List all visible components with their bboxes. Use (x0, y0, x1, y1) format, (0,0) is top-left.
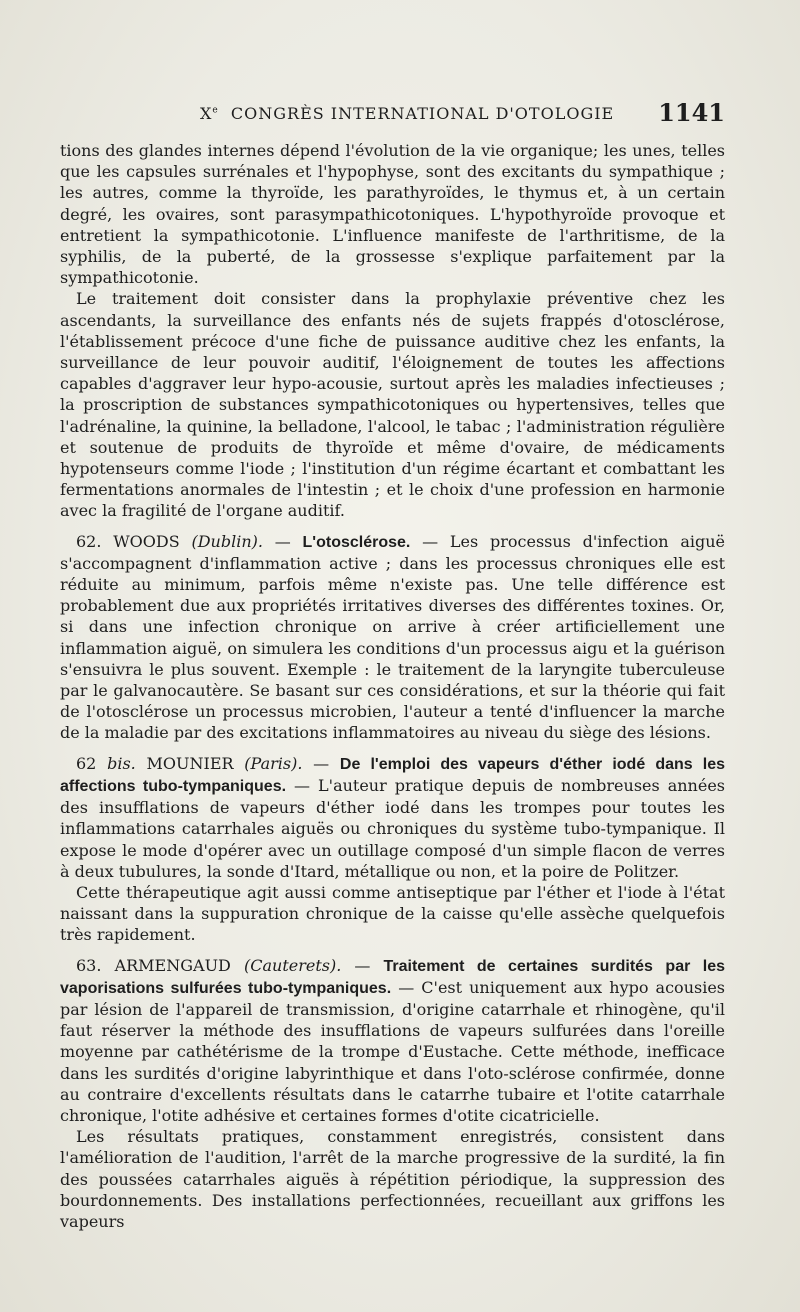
entry-author: WOODS (113, 531, 180, 551)
entry-city: (Paris). (244, 753, 303, 773)
entry-title: De l'emploi des vapeurs d'éther iodé dans les affections tubo-tympaniques. (60, 755, 726, 795)
entry-city: (Cauterets). (243, 955, 342, 975)
entry-title: Traitement de certaines surdités par les vaporisations sulfurées tubo-tympaniques. (60, 957, 726, 997)
entry-number-suffix: bis. (107, 753, 136, 773)
entry-dash: — (302, 753, 340, 773)
entry-dash: — (341, 955, 384, 975)
entry-city: (Dublin). (191, 531, 263, 551)
entry-number: 62 (76, 753, 97, 773)
page-number: 1141 (658, 98, 725, 127)
running-title (200, 104, 614, 123)
entry-text: — C'est uniquement aux hypo acousies par lésion de l'appareil de transmission, d'origine catarrhale et rhinogène, qu'il faut réserver la méthode des insufflations de vapeurs sulfurées dans l'oreille moyenne par cathétérisme de la trompe d'Eustache. Cette méthode, inefficace dans les surdités d'origine labyrinthique et dans l'oto-sclérose confirmée, donne au contraire d'excellents résultats dans le catarrhe tubaire et l'otite catarrhale chronique, l'otite adhésive et certaines formes d'otite cicatricielle. (60, 977, 725, 1125)
treatment-paragraph: Le traitement doit consister dans la prophylaxie préventive chez les ascendants, la surveillance des enfants nés de sujets frappés d'otosclérose, l'établissement précoce d'une fiche de puissance auditive chez les enfants, la surveillance de leur pouvoir auditif, l'éloignement de toutes les affections capables d'aggraver leur hypo-acousie, surtout après les maladies infectieuses ; la proscription de substances sympathicotoniques ou hypertensives, telles que l'adrénaline, la quinine, la belladone, l'alcool, le tabac ; l'administration régulière et soutenue de produits de thyroïde et même d'ovaire, de médicaments hypotenseurs comme l'iode ; l'institution d'un régime écartant et combattant les fermentations anormales de l'intestin ; et le choix d'une profession en harmonie avec la fragilité de l'organe auditif. (60, 289, 725, 521)
entry-paragraph: Les résultats pratiques, constamment enregistrés, consistent dans l'amélioration de l'audition, l'arrêt de la marche progressive de la surdité, la fin des poussées catarrhales aiguës à répétition périodique, la suppression des bourdonnements. Des installations perfectionnées, recueillant aux griffons les vapeurs (60, 1127, 725, 1231)
entry-paragraph: Cette thérapeutique agit aussi comme antiseptique par l'éther et l'iode à l'état naissant dans la suppuration chronique de la caisse qu'elle assèche quelquefois très rapidement. (60, 882, 725, 945)
congress-title: CONGRÈS INTERNATIONAL D'OTOLOGIE (230, 104, 615, 123)
entry-author: ARMENGAUD (114, 955, 231, 975)
entry-author: MOUNIER (146, 753, 234, 773)
entry-62bis-mounier (60, 753, 725, 882)
entry-number: 63. (76, 955, 102, 975)
continuation-paragraph: tions des glandes internes dépend l'évolution de la vie organique; les unes, telles que les capsules surrénales et l'hypophyse, sont des excitants du sympathique ; les autres, comme la thyroïde, les parathyroïdes, le thymus et, à un certain degré, les ovaires, sont parasympathicotoniques. L'hypothyroïde provoque et entretient la sympathicotonie. L'influence manifeste de l'arthritisme, de la syphilis, de la puberté, de la grossesse s'explique parfaitement par la sympathicotonie. (60, 141, 725, 288)
entry-title: L'otosclérose. (302, 533, 411, 551)
body-text (60, 140, 725, 1232)
entry-62-woods (60, 531, 725, 744)
entry-text: — L'auteur pratique depuis de nombreuses années des insufflations de vapeurs d'éther iodé dans les trompes pour toutes les inflammations catarrhales aiguës ou chroniques du système tubo-tympanique. Il expose le mode d'opérer avec un outillage composé d'un simple flacon de verres à deux tubulures, la sonde d'Itard, métallique ou non, et la poire de Politzer. (60, 775, 726, 881)
congress-ordinal: X (200, 104, 213, 123)
ordinal-superscript: e (212, 105, 219, 116)
entry-text: — Les processus d'infection aiguë s'accompagnent d'inflammation active ; dans les processus chroniques elle est réduite au minimum, parfois même n'existe pas. Une telle différence est probablement due aux propriétés irritatives diverses des différentes toxines. Or, si dans une infection chronique on arrive à créer artificiellement une inflammation aiguë, on simulera les conditions d'un processus aigu et la guérison s'ensuivra le plus souvent. Exemple : le traitement de la laryngite tuberculeuse par le galvanocautère. Se basant sur ces considérations, et sur la théorie qui fait de l'otosclérose un processus microbien, l'auteur a tenté d'influencer la marche de la maladie par des excitations inflammatoires au niveau du siège des lésions. (60, 531, 725, 743)
entry-dash: — (262, 531, 303, 551)
entry-63-armengaud (60, 955, 725, 1127)
entry-number: 62. (76, 531, 102, 551)
page-header (60, 98, 725, 138)
